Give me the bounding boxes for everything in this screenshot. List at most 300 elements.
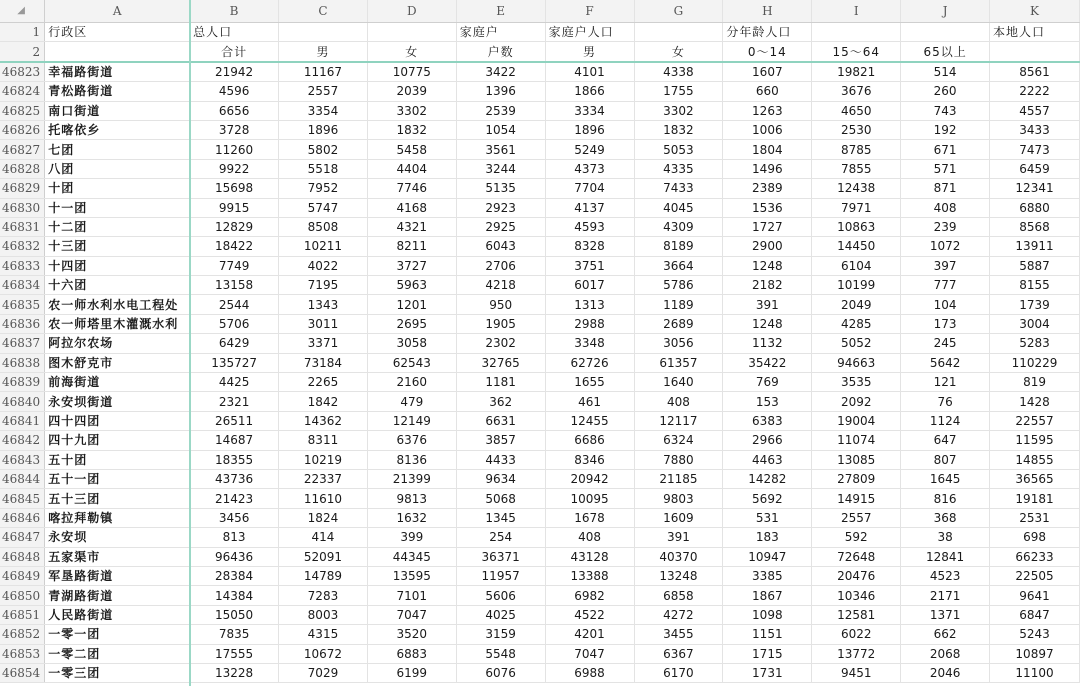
value-cell[interactable]: 8508 xyxy=(279,217,368,236)
value-cell[interactable]: 1727 xyxy=(723,217,812,236)
value-cell[interactable]: 121 xyxy=(901,373,990,392)
value-cell[interactable]: 22505 xyxy=(990,566,1080,585)
value-cell[interactable]: 5606 xyxy=(456,586,545,605)
value-cell[interactable]: 1313 xyxy=(545,295,634,314)
value-cell[interactable]: 14915 xyxy=(812,489,901,508)
row-number[interactable]: 46823 xyxy=(0,62,45,82)
district-name-cell[interactable]: 一零三团 xyxy=(45,663,190,682)
value-cell[interactable]: 10672 xyxy=(279,644,368,663)
value-cell[interactable]: 3676 xyxy=(812,82,901,101)
value-cell[interactable]: 7283 xyxy=(279,586,368,605)
value-cell[interactable]: 531 xyxy=(723,508,812,527)
value-cell[interactable]: 14282 xyxy=(723,469,812,488)
value-cell[interactable]: 1345 xyxy=(456,508,545,527)
value-cell[interactable]: 1739 xyxy=(990,295,1080,314)
value-cell[interactable]: 43736 xyxy=(190,469,279,488)
value-cell[interactable]: 4404 xyxy=(367,159,456,178)
district-name-cell[interactable]: 七团 xyxy=(45,140,190,159)
district-name-cell[interactable]: 青湖路街道 xyxy=(45,586,190,605)
value-cell[interactable]: 5458 xyxy=(367,140,456,159)
value-cell[interactable]: 5642 xyxy=(901,353,990,372)
value-cell[interactable]: 12117 xyxy=(634,411,723,430)
value-cell[interactable]: 14687 xyxy=(190,431,279,450)
district-name-cell[interactable]: 阿拉尔农场 xyxy=(45,334,190,353)
value-cell[interactable]: 110229 xyxy=(990,353,1080,372)
row-number[interactable]: 46839 xyxy=(0,373,45,392)
value-cell[interactable]: 3371 xyxy=(279,334,368,353)
value-cell[interactable]: 362 xyxy=(456,392,545,411)
value-cell[interactable]: 11957 xyxy=(456,566,545,585)
value-cell[interactable]: 408 xyxy=(634,392,723,411)
value-cell[interactable]: 1248 xyxy=(723,256,812,275)
value-cell[interactable]: 6982 xyxy=(545,586,634,605)
value-cell[interactable]: 1006 xyxy=(723,120,812,139)
value-cell[interactable]: 1866 xyxy=(545,82,634,101)
value-cell[interactable]: 6076 xyxy=(456,663,545,682)
header-cell[interactable]: 男 xyxy=(279,42,368,62)
value-cell[interactable]: 5802 xyxy=(279,140,368,159)
value-cell[interactable]: 1645 xyxy=(901,469,990,488)
value-cell[interactable]: 21185 xyxy=(634,469,723,488)
value-cell[interactable]: 777 xyxy=(901,276,990,295)
value-cell[interactable]: 7047 xyxy=(545,644,634,663)
value-cell[interactable]: 391 xyxy=(723,295,812,314)
value-cell[interactable]: 8136 xyxy=(367,450,456,469)
value-cell[interactable]: 3728 xyxy=(190,120,279,139)
value-cell[interactable]: 10199 xyxy=(812,276,901,295)
value-cell[interactable]: 2171 xyxy=(901,586,990,605)
district-name-cell[interactable]: 人民路街道 xyxy=(45,605,190,624)
value-cell[interactable]: 73184 xyxy=(279,353,368,372)
value-cell[interactable]: 104 xyxy=(901,295,990,314)
value-cell[interactable]: 1396 xyxy=(456,82,545,101)
district-name-cell[interactable]: 五十一团 xyxy=(45,469,190,488)
value-cell[interactable]: 5786 xyxy=(634,276,723,295)
value-cell[interactable]: 6686 xyxy=(545,431,634,450)
value-cell[interactable]: 479 xyxy=(367,392,456,411)
header-cell[interactable]: 家庭户 xyxy=(456,23,545,42)
value-cell[interactable]: 11167 xyxy=(279,62,368,82)
value-cell[interactable]: 8785 xyxy=(812,140,901,159)
value-cell[interactable]: 21423 xyxy=(190,489,279,508)
value-cell[interactable]: 9803 xyxy=(634,489,723,508)
value-cell[interactable]: 4557 xyxy=(990,101,1080,120)
row-number[interactable]: 46837 xyxy=(0,334,45,353)
value-cell[interactable]: 5518 xyxy=(279,159,368,178)
row-number[interactable]: 46838 xyxy=(0,353,45,372)
value-cell[interactable]: 17555 xyxy=(190,644,279,663)
value-cell[interactable]: 660 xyxy=(723,82,812,101)
value-cell[interactable]: 8346 xyxy=(545,450,634,469)
column-header-K[interactable]: K xyxy=(990,0,1080,23)
value-cell[interactable]: 3058 xyxy=(367,334,456,353)
value-cell[interactable]: 62543 xyxy=(367,353,456,372)
value-cell[interactable]: 6459 xyxy=(990,159,1080,178)
row-number[interactable]: 46845 xyxy=(0,489,45,508)
value-cell[interactable]: 4168 xyxy=(367,198,456,217)
value-cell[interactable]: 11260 xyxy=(190,140,279,159)
district-name-cell[interactable]: 十二团 xyxy=(45,217,190,236)
value-cell[interactable]: 22337 xyxy=(279,469,368,488)
value-cell[interactable]: 26511 xyxy=(190,411,279,430)
value-cell[interactable]: 1151 xyxy=(723,625,812,644)
value-cell[interactable]: 7029 xyxy=(279,663,368,682)
value-cell[interactable]: 173 xyxy=(901,314,990,333)
value-cell[interactable]: 3302 xyxy=(367,101,456,120)
value-cell[interactable]: 153 xyxy=(723,392,812,411)
value-cell[interactable]: 1715 xyxy=(723,644,812,663)
value-cell[interactable]: 2531 xyxy=(990,508,1080,527)
district-name-cell[interactable]: 八团 xyxy=(45,159,190,178)
value-cell[interactable]: 6104 xyxy=(812,256,901,275)
column-header-J[interactable]: J xyxy=(901,0,990,23)
value-cell[interactable]: 1201 xyxy=(367,295,456,314)
value-cell[interactable]: 1607 xyxy=(723,62,812,82)
header-cell[interactable]: 分年龄人口 xyxy=(723,23,812,42)
value-cell[interactable]: 21399 xyxy=(367,469,456,488)
value-cell[interactable]: 76 xyxy=(901,392,990,411)
value-cell[interactable]: 813 xyxy=(190,528,279,547)
value-cell[interactable]: 4101 xyxy=(545,62,634,82)
value-cell[interactable]: 5283 xyxy=(990,334,1080,353)
value-cell[interactable]: 1678 xyxy=(545,508,634,527)
select-all-corner[interactable]: ◢ xyxy=(0,0,45,23)
value-cell[interactable]: 4463 xyxy=(723,450,812,469)
value-cell[interactable]: 10095 xyxy=(545,489,634,508)
value-cell[interactable]: 9915 xyxy=(190,198,279,217)
value-cell[interactable]: 21942 xyxy=(190,62,279,82)
value-cell[interactable]: 6367 xyxy=(634,644,723,663)
value-cell[interactable]: 11100 xyxy=(990,663,1080,682)
value-cell[interactable]: 592 xyxy=(812,528,901,547)
value-cell[interactable]: 408 xyxy=(545,528,634,547)
district-name-cell[interactable]: 青松路街道 xyxy=(45,82,190,101)
value-cell[interactable]: 28384 xyxy=(190,566,279,585)
value-cell[interactable]: 36371 xyxy=(456,547,545,566)
header-cell[interactable]: 合计 xyxy=(190,42,279,62)
district-name-cell[interactable]: 一零二团 xyxy=(45,644,190,663)
column-header-H[interactable]: H xyxy=(723,0,812,23)
value-cell[interactable]: 5963 xyxy=(367,276,456,295)
row-number[interactable]: 46849 xyxy=(0,566,45,585)
value-cell[interactable]: 254 xyxy=(456,528,545,547)
value-cell[interactable]: 11074 xyxy=(812,431,901,450)
value-cell[interactable]: 2530 xyxy=(812,120,901,139)
district-name-cell[interactable]: 南口街道 xyxy=(45,101,190,120)
value-cell[interactable]: 3727 xyxy=(367,256,456,275)
value-cell[interactable]: 7952 xyxy=(279,179,368,198)
value-cell[interactable]: 3056 xyxy=(634,334,723,353)
row-number[interactable]: 2 xyxy=(0,42,45,62)
row-number[interactable]: 46844 xyxy=(0,469,45,488)
value-cell[interactable]: 10775 xyxy=(367,62,456,82)
value-cell[interactable]: 8189 xyxy=(634,237,723,256)
value-cell[interactable]: 38 xyxy=(901,528,990,547)
header-cell[interactable]: 家庭户人口 xyxy=(545,23,634,42)
value-cell[interactable]: 7433 xyxy=(634,179,723,198)
header-cell[interactable] xyxy=(901,23,990,42)
value-cell[interactable]: 408 xyxy=(901,198,990,217)
value-cell[interactable]: 8568 xyxy=(990,217,1080,236)
district-name-cell[interactable]: 五十三团 xyxy=(45,489,190,508)
row-number[interactable]: 46829 xyxy=(0,179,45,198)
value-cell[interactable]: 8003 xyxy=(279,605,368,624)
district-name-cell[interactable]: 农一师塔里木灌溉水利 xyxy=(45,314,190,333)
value-cell[interactable]: 192 xyxy=(901,120,990,139)
value-cell[interactable]: 3456 xyxy=(190,508,279,527)
value-cell[interactable]: 7835 xyxy=(190,625,279,644)
value-cell[interactable]: 1755 xyxy=(634,82,723,101)
value-cell[interactable]: 62726 xyxy=(545,353,634,372)
value-cell[interactable]: 4373 xyxy=(545,159,634,178)
value-cell[interactable]: 96436 xyxy=(190,547,279,566)
value-cell[interactable]: 571 xyxy=(901,159,990,178)
row-number[interactable]: 46832 xyxy=(0,237,45,256)
value-cell[interactable]: 1189 xyxy=(634,295,723,314)
value-cell[interactable]: 13158 xyxy=(190,276,279,295)
value-cell[interactable]: 2925 xyxy=(456,217,545,236)
value-cell[interactable]: 3334 xyxy=(545,101,634,120)
header-cell[interactable] xyxy=(990,42,1080,62)
district-name-cell[interactable]: 永安坝 xyxy=(45,528,190,547)
value-cell[interactable]: 698 xyxy=(990,528,1080,547)
value-cell[interactable]: 245 xyxy=(901,334,990,353)
value-cell[interactable]: 4321 xyxy=(367,217,456,236)
value-cell[interactable]: 94663 xyxy=(812,353,901,372)
value-cell[interactable]: 6988 xyxy=(545,663,634,682)
district-name-cell[interactable]: 十团 xyxy=(45,179,190,198)
row-number[interactable]: 46826 xyxy=(0,120,45,139)
value-cell[interactable]: 1832 xyxy=(367,120,456,139)
value-cell[interactable]: 1536 xyxy=(723,198,812,217)
row-number[interactable]: 46827 xyxy=(0,140,45,159)
value-cell[interactable]: 14789 xyxy=(279,566,368,585)
value-cell[interactable]: 4433 xyxy=(456,450,545,469)
row-number[interactable]: 46842 xyxy=(0,431,45,450)
value-cell[interactable]: 6847 xyxy=(990,605,1080,624)
value-cell[interactable]: 6383 xyxy=(723,411,812,430)
district-name-cell[interactable]: 五家渠市 xyxy=(45,547,190,566)
header-cell[interactable]: 总人口 xyxy=(190,23,279,42)
value-cell[interactable]: 1832 xyxy=(634,120,723,139)
row-number[interactable]: 46831 xyxy=(0,217,45,236)
value-cell[interactable]: 9813 xyxy=(367,489,456,508)
header-cell[interactable] xyxy=(45,42,190,62)
value-cell[interactable]: 10219 xyxy=(279,450,368,469)
value-cell[interactable]: 1609 xyxy=(634,508,723,527)
district-name-cell[interactable]: 五十团 xyxy=(45,450,190,469)
value-cell[interactable]: 3244 xyxy=(456,159,545,178)
value-cell[interactable]: 239 xyxy=(901,217,990,236)
value-cell[interactable]: 7749 xyxy=(190,256,279,275)
value-cell[interactable]: 1428 xyxy=(990,392,1080,411)
value-cell[interactable]: 514 xyxy=(901,62,990,82)
value-cell[interactable]: 43128 xyxy=(545,547,634,566)
column-header-G[interactable]: G xyxy=(634,0,723,23)
value-cell[interactable]: 5068 xyxy=(456,489,545,508)
row-number[interactable]: 46824 xyxy=(0,82,45,101)
value-cell[interactable]: 4272 xyxy=(634,605,723,624)
value-cell[interactable]: 2265 xyxy=(279,373,368,392)
row-number[interactable]: 46853 xyxy=(0,644,45,663)
header-cell[interactable]: 15～64 xyxy=(812,42,901,62)
value-cell[interactable]: 14450 xyxy=(812,237,901,256)
value-cell[interactable]: 5706 xyxy=(190,314,279,333)
value-cell[interactable]: 13911 xyxy=(990,237,1080,256)
district-name-cell[interactable]: 四十四团 xyxy=(45,411,190,430)
value-cell[interactable]: 19004 xyxy=(812,411,901,430)
value-cell[interactable]: 5548 xyxy=(456,644,545,663)
row-number[interactable]: 46850 xyxy=(0,586,45,605)
row-number[interactable]: 46840 xyxy=(0,392,45,411)
value-cell[interactable]: 13388 xyxy=(545,566,634,585)
value-cell[interactable]: 662 xyxy=(901,625,990,644)
row-number[interactable]: 46846 xyxy=(0,508,45,527)
value-cell[interactable]: 183 xyxy=(723,528,812,547)
value-cell[interactable]: 1054 xyxy=(456,120,545,139)
column-header-I[interactable]: I xyxy=(812,0,901,23)
header-cell[interactable]: 男 xyxy=(545,42,634,62)
value-cell[interactable]: 14362 xyxy=(279,411,368,430)
value-cell[interactable]: 4315 xyxy=(279,625,368,644)
value-cell[interactable]: 14855 xyxy=(990,450,1080,469)
row-number[interactable]: 46851 xyxy=(0,605,45,624)
value-cell[interactable]: 5887 xyxy=(990,256,1080,275)
value-cell[interactable]: 10897 xyxy=(990,644,1080,663)
value-cell[interactable]: 10346 xyxy=(812,586,901,605)
value-cell[interactable]: 9634 xyxy=(456,469,545,488)
district-name-cell[interactable]: 四十九团 xyxy=(45,431,190,450)
value-cell[interactable]: 6022 xyxy=(812,625,901,644)
value-cell[interactable]: 15698 xyxy=(190,179,279,198)
value-cell[interactable]: 6883 xyxy=(367,644,456,663)
value-cell[interactable]: 19821 xyxy=(812,62,901,82)
value-cell[interactable]: 4022 xyxy=(279,256,368,275)
value-cell[interactable]: 4218 xyxy=(456,276,545,295)
value-cell[interactable]: 1905 xyxy=(456,314,545,333)
value-cell[interactable]: 807 xyxy=(901,450,990,469)
value-cell[interactable]: 1263 xyxy=(723,101,812,120)
value-cell[interactable]: 12438 xyxy=(812,179,901,198)
value-cell[interactable]: 3302 xyxy=(634,101,723,120)
header-cell[interactable] xyxy=(634,23,723,42)
row-number[interactable]: 1 xyxy=(0,23,45,42)
value-cell[interactable]: 7047 xyxy=(367,605,456,624)
value-cell[interactable]: 11610 xyxy=(279,489,368,508)
value-cell[interactable]: 12341 xyxy=(990,179,1080,198)
value-cell[interactable]: 3520 xyxy=(367,625,456,644)
value-cell[interactable]: 1496 xyxy=(723,159,812,178)
value-cell[interactable]: 7855 xyxy=(812,159,901,178)
value-cell[interactable]: 2092 xyxy=(812,392,901,411)
value-cell[interactable]: 6858 xyxy=(634,586,723,605)
header-cell[interactable]: 本地人口 xyxy=(990,23,1080,42)
value-cell[interactable]: 61357 xyxy=(634,353,723,372)
value-cell[interactable]: 15050 xyxy=(190,605,279,624)
district-name-cell[interactable]: 十六团 xyxy=(45,276,190,295)
district-name-cell[interactable]: 幸福路街道 xyxy=(45,62,190,82)
district-name-cell[interactable]: 军垦路街道 xyxy=(45,566,190,585)
value-cell[interactable]: 3664 xyxy=(634,256,723,275)
value-cell[interactable]: 1824 xyxy=(279,508,368,527)
value-cell[interactable]: 6429 xyxy=(190,334,279,353)
header-cell[interactable] xyxy=(367,23,456,42)
value-cell[interactable]: 397 xyxy=(901,256,990,275)
value-cell[interactable]: 5135 xyxy=(456,179,545,198)
value-cell[interactable]: 3857 xyxy=(456,431,545,450)
header-cell[interactable]: 0～14 xyxy=(723,42,812,62)
value-cell[interactable]: 1896 xyxy=(545,120,634,139)
value-cell[interactable]: 9641 xyxy=(990,586,1080,605)
value-cell[interactable]: 3348 xyxy=(545,334,634,353)
row-number[interactable]: 46833 xyxy=(0,256,45,275)
row-number[interactable]: 46852 xyxy=(0,625,45,644)
value-cell[interactable]: 6199 xyxy=(367,663,456,682)
value-cell[interactable]: 135727 xyxy=(190,353,279,372)
value-cell[interactable]: 2539 xyxy=(456,101,545,120)
value-cell[interactable]: 35422 xyxy=(723,353,812,372)
value-cell[interactable]: 6880 xyxy=(990,198,1080,217)
value-cell[interactable]: 2222 xyxy=(990,82,1080,101)
column-header-F[interactable]: F xyxy=(545,0,634,23)
value-cell[interactable]: 816 xyxy=(901,489,990,508)
value-cell[interactable]: 7880 xyxy=(634,450,723,469)
row-number[interactable]: 46847 xyxy=(0,528,45,547)
value-cell[interactable]: 6656 xyxy=(190,101,279,120)
value-cell[interactable]: 6376 xyxy=(367,431,456,450)
value-cell[interactable]: 819 xyxy=(990,373,1080,392)
value-cell[interactable]: 1371 xyxy=(901,605,990,624)
value-cell[interactable]: 4285 xyxy=(812,314,901,333)
district-name-cell[interactable]: 十四团 xyxy=(45,256,190,275)
district-name-cell[interactable]: 农一师水利水电工程处 xyxy=(45,295,190,314)
value-cell[interactable]: 66233 xyxy=(990,547,1080,566)
value-cell[interactable]: 40370 xyxy=(634,547,723,566)
row-number[interactable]: 46854 xyxy=(0,663,45,682)
value-cell[interactable]: 14384 xyxy=(190,586,279,605)
value-cell[interactable]: 2557 xyxy=(812,508,901,527)
value-cell[interactable]: 769 xyxy=(723,373,812,392)
district-name-cell[interactable]: 喀拉拜勒镇 xyxy=(45,508,190,527)
value-cell[interactable]: 3385 xyxy=(723,566,812,585)
value-cell[interactable]: 7101 xyxy=(367,586,456,605)
value-cell[interactable]: 20476 xyxy=(812,566,901,585)
value-cell[interactable]: 5052 xyxy=(812,334,901,353)
value-cell[interactable]: 4137 xyxy=(545,198,634,217)
value-cell[interactable]: 461 xyxy=(545,392,634,411)
header-cell[interactable]: 户数 xyxy=(456,42,545,62)
value-cell[interactable]: 2695 xyxy=(367,314,456,333)
value-cell[interactable]: 52091 xyxy=(279,547,368,566)
value-cell[interactable]: 2039 xyxy=(367,82,456,101)
value-cell[interactable]: 2689 xyxy=(634,314,723,333)
value-cell[interactable]: 1248 xyxy=(723,314,812,333)
value-cell[interactable]: 2160 xyxy=(367,373,456,392)
value-cell[interactable]: 13595 xyxy=(367,566,456,585)
value-cell[interactable]: 8561 xyxy=(990,62,1080,82)
value-cell[interactable]: 6631 xyxy=(456,411,545,430)
district-name-cell[interactable]: 十一团 xyxy=(45,198,190,217)
value-cell[interactable]: 6170 xyxy=(634,663,723,682)
value-cell[interactable]: 3433 xyxy=(990,120,1080,139)
value-cell[interactable]: 4596 xyxy=(190,82,279,101)
value-cell[interactable]: 6017 xyxy=(545,276,634,295)
value-cell[interactable]: 743 xyxy=(901,101,990,120)
value-cell[interactable]: 3455 xyxy=(634,625,723,644)
value-cell[interactable]: 3751 xyxy=(545,256,634,275)
value-cell[interactable]: 4650 xyxy=(812,101,901,120)
header-cell[interactable] xyxy=(279,23,368,42)
